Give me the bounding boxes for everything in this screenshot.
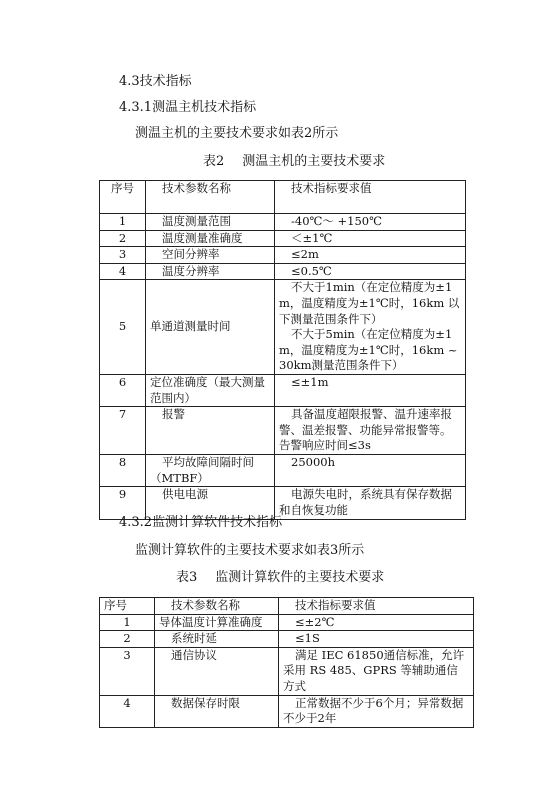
- row-name: 报警: [146, 407, 275, 455]
- row-value: 25000h: [275, 455, 466, 487]
- row-value-part2: 不大于5min（在定位精度为±1m，温度精度为±1℃时，16km ~30km测量范围条件下）: [279, 327, 458, 373]
- row-name: 空间分辨率: [146, 247, 275, 264]
- header-name: 技术参数名称: [146, 181, 275, 214]
- table2-caption-title: 测温主机的主要技术要求: [242, 154, 386, 169]
- header-no: 序号: [100, 598, 155, 615]
- table-header-row: [100, 598, 474, 615]
- row-no: 4: [100, 263, 146, 280]
- row-no: 1: [100, 214, 146, 231]
- header-value: 技术指标要求值: [279, 598, 474, 615]
- row-value: 电源失电时，系统具有保存数据和自恢复功能: [275, 487, 466, 519]
- row-name: 平均故障间隔时间（MTBF）: [146, 455, 275, 487]
- row-no: 2: [100, 230, 146, 247]
- row-no: 6: [100, 374, 146, 406]
- row-name: 系统时延: [155, 631, 279, 648]
- table-row: [100, 374, 466, 406]
- row-no: 3: [100, 647, 155, 695]
- row-name: 通信协议: [155, 647, 279, 695]
- table2-caption-number: 表2: [203, 154, 225, 169]
- row-no: 5: [100, 280, 146, 375]
- row-name: 数据保存时限: [155, 695, 279, 727]
- row-value: ≤0.5℃: [275, 263, 466, 280]
- row-name: 供电电源: [146, 487, 275, 519]
- row-name: 定位准确度（最大测量范围内）: [146, 374, 275, 406]
- row-no: 4: [100, 695, 155, 727]
- row-name: 温度测量准确度: [146, 230, 275, 247]
- table2: [99, 180, 466, 520]
- table2-caption: [203, 154, 385, 170]
- section-heading-4-3: 4.3技术指标: [119, 74, 192, 89]
- table-row: [100, 230, 466, 247]
- intro-paragraph-table2: 测温主机的主要技术要求如表2所示: [135, 126, 339, 141]
- row-no: 9: [100, 487, 146, 519]
- row-value: ≤1S: [279, 631, 474, 648]
- table-row: [100, 631, 474, 648]
- section-heading-4-3-2: 4.3.2监测计算软件技术指标: [119, 515, 283, 530]
- row-value: -40℃～ +150℃: [275, 214, 466, 231]
- table-row: [100, 455, 466, 487]
- row-name: 温度分辨率: [146, 263, 275, 280]
- table-header-row: [100, 181, 466, 214]
- row-value: ≤2m: [275, 247, 466, 264]
- row-name: 温度测量范围: [146, 214, 275, 231]
- section-heading-4-3-1: 4.3.1测温主机技术指标: [119, 100, 257, 115]
- row-value: 满足 IEC 61850通信标准，允许采用 RS 485、GPRS 等辅助通信方式: [279, 647, 474, 695]
- intro-paragraph-table3: 监测计算软件的主要技术要求如表3所示: [135, 543, 365, 558]
- row-value: ＜±1℃: [275, 230, 466, 247]
- header-no: 序号: [100, 181, 146, 214]
- row-no: 2: [100, 631, 155, 648]
- table-row: [100, 247, 466, 264]
- row-value-part1: 不大于1min（在定位精度为±1m，温度精度为±1℃时，16km 以下测量范围条件下）: [279, 280, 460, 326]
- row-no: 7: [100, 407, 146, 455]
- header-value: 技术指标要求值: [275, 181, 466, 214]
- header-name: 技术参数名称: [155, 598, 279, 615]
- table3: [99, 597, 474, 728]
- row-no: 8: [100, 455, 146, 487]
- row-value: 具备温度超限报警、温升速率报警、温差报警、功能异常报警等。告警响应时间≤3s: [275, 407, 466, 455]
- row-no: 1: [100, 614, 155, 631]
- table-row: [100, 214, 466, 231]
- table-row: [100, 614, 474, 631]
- row-value: ≤±2℃: [279, 614, 474, 631]
- row-name: 导体温度计算准确度: [155, 614, 279, 631]
- table-row: [100, 695, 474, 727]
- row-value: 正常数据不少于6个月；异常数据不少于2年: [279, 695, 474, 727]
- row-value: ≤±1m: [275, 374, 466, 406]
- row-no: 3: [100, 247, 146, 264]
- table-row: [100, 647, 474, 695]
- row-value: [275, 280, 466, 375]
- table3-caption: [176, 570, 384, 586]
- table3-caption-number: 表3: [176, 570, 198, 585]
- table-row: [100, 407, 466, 455]
- table-row: [100, 263, 466, 280]
- table-row: [100, 280, 466, 375]
- row-name: 单通道测量时间: [146, 280, 275, 375]
- table3-caption-title: 监测计算软件的主要技术要求: [215, 570, 385, 585]
